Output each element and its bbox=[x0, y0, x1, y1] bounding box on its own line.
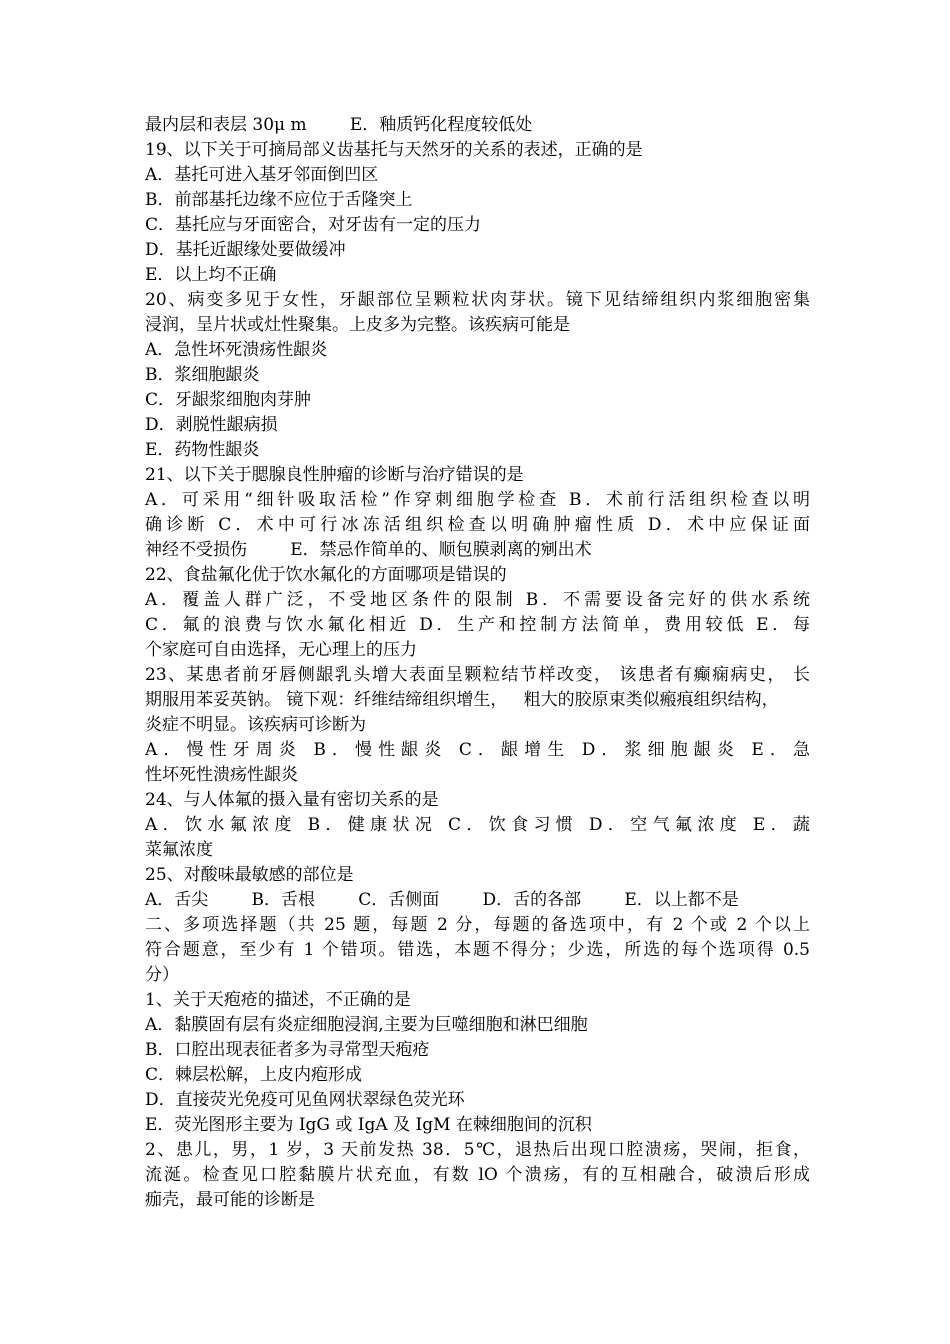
option-line: B．前部基托边缘不应位于舌隆突上 bbox=[145, 190, 413, 210]
option-line: C．棘层松解，上皮内疱形成 bbox=[145, 1065, 363, 1085]
document-page bbox=[145, 113, 810, 1213]
option-line: E．荧光图形主要为 IgG 或 IgA 及 IgM 在棘细胞间的沉积 bbox=[145, 1115, 592, 1135]
option-line: B．浆细胞龈炎 bbox=[145, 365, 260, 385]
question-20: 20、病变多见于女性，牙龈部位呈颗粒状肉芽状。镜下见结缔组织内浆细胞密集 bbox=[145, 290, 810, 310]
option-line: D．基托近龈缘处要做缓冲 bbox=[145, 240, 346, 260]
question-21: 21、以下关于腮腺良性肿瘤的诊断与治疗错误的是 bbox=[145, 465, 524, 485]
section-heading: 符合题意，至少有 1 个错项。错选，本题不得分；少选，所选的每个选项得 0.5 bbox=[145, 940, 810, 960]
option-line: B．口腔出现表征者多为寻常型天疱疮 bbox=[145, 1040, 430, 1060]
option-line: A．慢性牙周炎 B．慢性龈炎 C．龈增生 D．浆细胞龈炎 E．急 bbox=[145, 740, 810, 760]
option-line: E．以上均不正确 bbox=[145, 265, 277, 285]
question-19: 19、以下关于可摘局部义齿基托与天然牙的关系的表述，正确的是 bbox=[145, 140, 643, 160]
section-heading: 分） bbox=[145, 965, 179, 985]
text-line: 炎症不明显。该疾病可诊断为 bbox=[145, 715, 366, 735]
option-line: D．直接荧光免疫可见鱼网状翠绿色荧光环 bbox=[145, 1090, 465, 1110]
option-line: C．牙龈浆细胞肉芽肿 bbox=[145, 390, 312, 410]
question-24: 24、与人体氟的摄入量有密切关系的是 bbox=[145, 790, 439, 810]
option-line: 神经不受损伤 E．禁忌作简单的、顺包膜剥离的剜出术 bbox=[145, 540, 592, 560]
option-line: 菜氟浓度 bbox=[145, 840, 213, 860]
text-line: 浸润，呈片状或灶性聚集。上皮多为完整。该疾病可能是 bbox=[145, 315, 570, 335]
option-line: E．药物性龈炎 bbox=[145, 440, 260, 460]
option-line: 确诊断 C．术中可行冰冻活组织检查以明确肿瘤性质 D．术中应保证面 bbox=[145, 515, 810, 535]
option-line: 个家庭可自由选择，无心理上的压力 bbox=[145, 640, 417, 660]
option-line: C．基托应与牙面密合，对牙齿有一定的压力 bbox=[145, 215, 482, 235]
option-line: A．急性坏死溃疡性龈炎 bbox=[145, 340, 328, 360]
question-m1: 1、关于天疱疮的描述，不正确的是 bbox=[145, 990, 411, 1010]
option-line: 性坏死性溃疡性龈炎 bbox=[145, 765, 298, 785]
question-m2: 2、患儿，男，1 岁，3 天前发热 38．5℃，退热后出现口腔溃疡，哭闹，拒食， bbox=[145, 1140, 810, 1160]
option-line: A．舌尖 B．舌根 C．舌侧面 D．舌的各部 E．以上都不是 bbox=[145, 890, 739, 910]
option-line: A．覆盖人群广泛，不受地区条件的限制 B．不需要设备完好的供水系统 bbox=[145, 590, 810, 610]
option-line: D．剥脱性龈病损 bbox=[145, 415, 278, 435]
question-23: 23、某患者前牙唇侧龈乳头增大表面呈颗粒结节样改变， 该患者有癫痫病史， 长 bbox=[145, 665, 810, 685]
option-line: A．可采用“细针吸取活检”作穿刺细胞学检查 B．术前行活组织检查以明 bbox=[145, 490, 810, 510]
text-line: 流涎。检查见口腔黏膜片状充血，有数 lO 个溃疡，有的互相融合，破溃后形成 bbox=[145, 1165, 810, 1185]
text-line: 期服用苯妥英钠。 镜下观：纤维结缔组织增生， 粗大的胶原束类似瘢痕组织结构， bbox=[145, 690, 779, 710]
question-22: 22、食盐氟化优于饮水氟化的方面哪项是错误的 bbox=[145, 565, 507, 585]
option-line: C．氟的浪费与饮水氟化相近 D．生产和控制方法简单，费用较低 E．每 bbox=[145, 615, 810, 635]
question-25: 25、对酸味最敏感的部位是 bbox=[145, 865, 354, 885]
option-line: A．饮水氟浓度 B．健康状况 C．饮食习惯 D．空气氟浓度 E．蔬 bbox=[145, 815, 810, 835]
section-heading: 二、多项选择题（共 25 题，每题 2 分，每题的备选项中，有 2 个或 2 个以上 bbox=[145, 915, 810, 935]
option-line: A．黏膜固有层有炎症细胞浸润,主要为巨噬细胞和淋巴细胞 bbox=[145, 1015, 588, 1035]
text-line: 最内层和表层 30μ m E．釉质钙化程度较低处 bbox=[145, 115, 533, 135]
text-line: 痂壳，最可能的诊断是 bbox=[145, 1190, 315, 1210]
option-line: A．基托可进入基牙邻面倒凹区 bbox=[145, 165, 379, 185]
